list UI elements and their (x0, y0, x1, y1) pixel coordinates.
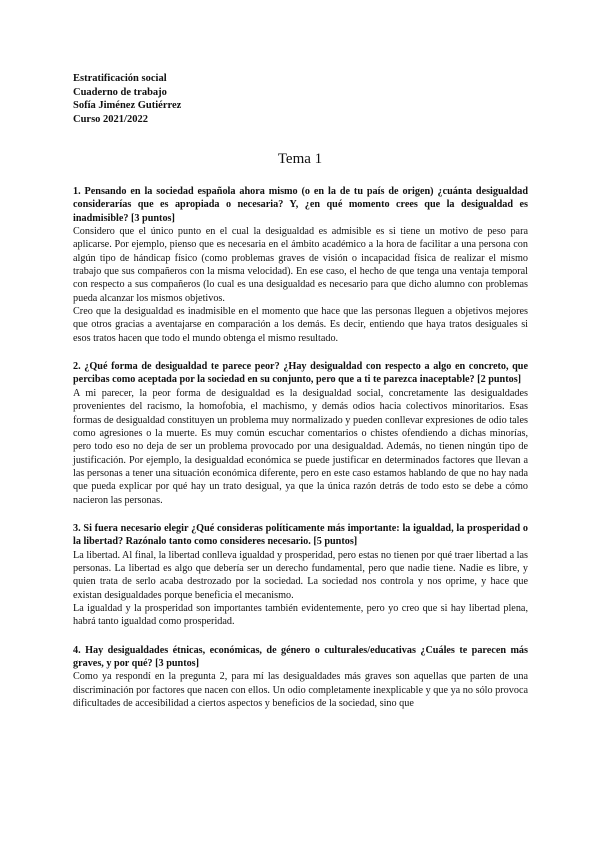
header-author: Sofía Jiménez Gutiérrez (73, 100, 182, 111)
header-notebook: Cuaderno de trabajo (73, 86, 167, 98)
document-header (73, 72, 181, 126)
answer-3-paragraph-1: La libertad. Al final, la libertad conlleva igualdad y prosperidad, pero estas no tienen por qué traer libertad a las personas. La libertad es algo que debería ser un derecho fundamental, pero que nadie tiene. Nadie es libre, y quien trata de serlo acaba destrozado por la sociedad. La sociedad nos controla y nos oprime, y hace que existan desigualdades porque beneficia el mecanismo. (73, 549, 528, 601)
question-4: 4. Hay desigualdades étnicas, económicas, de género o culturales/educativas ¿Cuáles te parecen más graves, y por qué? [3 puntos] (73, 644, 528, 669)
document-body (73, 185, 528, 710)
answer-3-paragraph-2: La igualdad y la prosperidad son importantes también evidentemente, pero yo creo que si hay libertad plena, habrá tanto igualdad como prosperidad. (73, 602, 528, 628)
page-title: Tema 1 (277, 151, 323, 167)
answer-1-paragraph-2: Creo que la desigualdad es inadmisible en el momento que hace que las personas lleguen a objetivos mejores que otros gracias a aventajarse en comparación a los demás. Es decir, entiendo que haya tratos desiguales si esos tratos hacen que todo el mundo obtenga el mismo resultado. (73, 306, 528, 344)
answer-4-paragraph-1: Como ya respondí en la pregunta 2, para mí las desigualdades más graves son aquellas que parten de una discriminación por factores que nacen con ellos. Un odio completamente inexplicable y que ya no sólo provoca dificultades de accesibilidad a ciertos aspectos y beneficios de la sociedad, sino que (73, 671, 528, 710)
question-2: 2. ¿Qué forma de desigualdad te parece peor? ¿Hay desigualdad con respecto a algo en concreto, que percibas como aceptada por la sociedad en su conjunto, pero que a ti te parezca inaceptable? [2 puntos] (73, 361, 528, 386)
answer-2-paragraph-1: A mi parecer, la peor forma de desigualdad es la desigualdad social, concretamente las desigualdades provenientes del racismo, la homofobia, el machismo, y demás odios hacia colectivos minoritarios. Esas formas de desigualdad constituyen un problema muy normalizado y pueden conllevar expresiones de odio tales como agresiones o la muerte. Es muy común escuchar comentarios o chistes ofendiendo a dichas minorías, pero todo eso no deja de ser un problema provocado por una desigualdad. Además, no tienen ningún tipo de justificación. Por ejemplo, la desigualdad económica se puede justificar en determinados factores que llevan a las personas a tener una situación económica diferente, pero en este caso estamos hablando de que no hay nada que pueda explicar por qué hay un trato desigual, ya que la única razón detrás de todo esto se debe a cómo nacieron las personas. (73, 387, 528, 506)
answer-1-paragraph-1: Considero que el único punto en el cual la desigualdad es admisible es si tiene un motivo de peso para aplicarse. Por ejemplo, pienso que es necesaria en el ámbito académico a la hora de facilitar a una persona con algún tipo de hándicap físico (como problemas graves de visión o incapacidad física de realizar el mismo trabajo que sus compañeros con la misma velocidad). En ese caso, el hecho de que tenga una ventaja temporal con respecto a sus compañeros (lo cual es una desigualdad es necesario para que dicho alumno con problemas pueda alcanzar los mismos objetivos. (73, 226, 528, 304)
header-subject: Estratificación social (73, 73, 167, 84)
header-course: Curso 2021/2022 (73, 113, 148, 125)
question-1: 1. Pensando en la sociedad española ahora mismo (o en la de tu país de origen) ¿cuánta desigualdad considerarías que es apropiada o necesaria? Y, ¿en qué momento crees que la desigualdad es inadmisible? [3 puntos] (73, 186, 528, 224)
question-3: 3. Si fuera necesario elegir ¿Qué consideras políticamente más importante: la igualdad, la prosperidad o la libertad? Razónalo tanto como consideres necesario. [5 puntos] (73, 522, 528, 548)
